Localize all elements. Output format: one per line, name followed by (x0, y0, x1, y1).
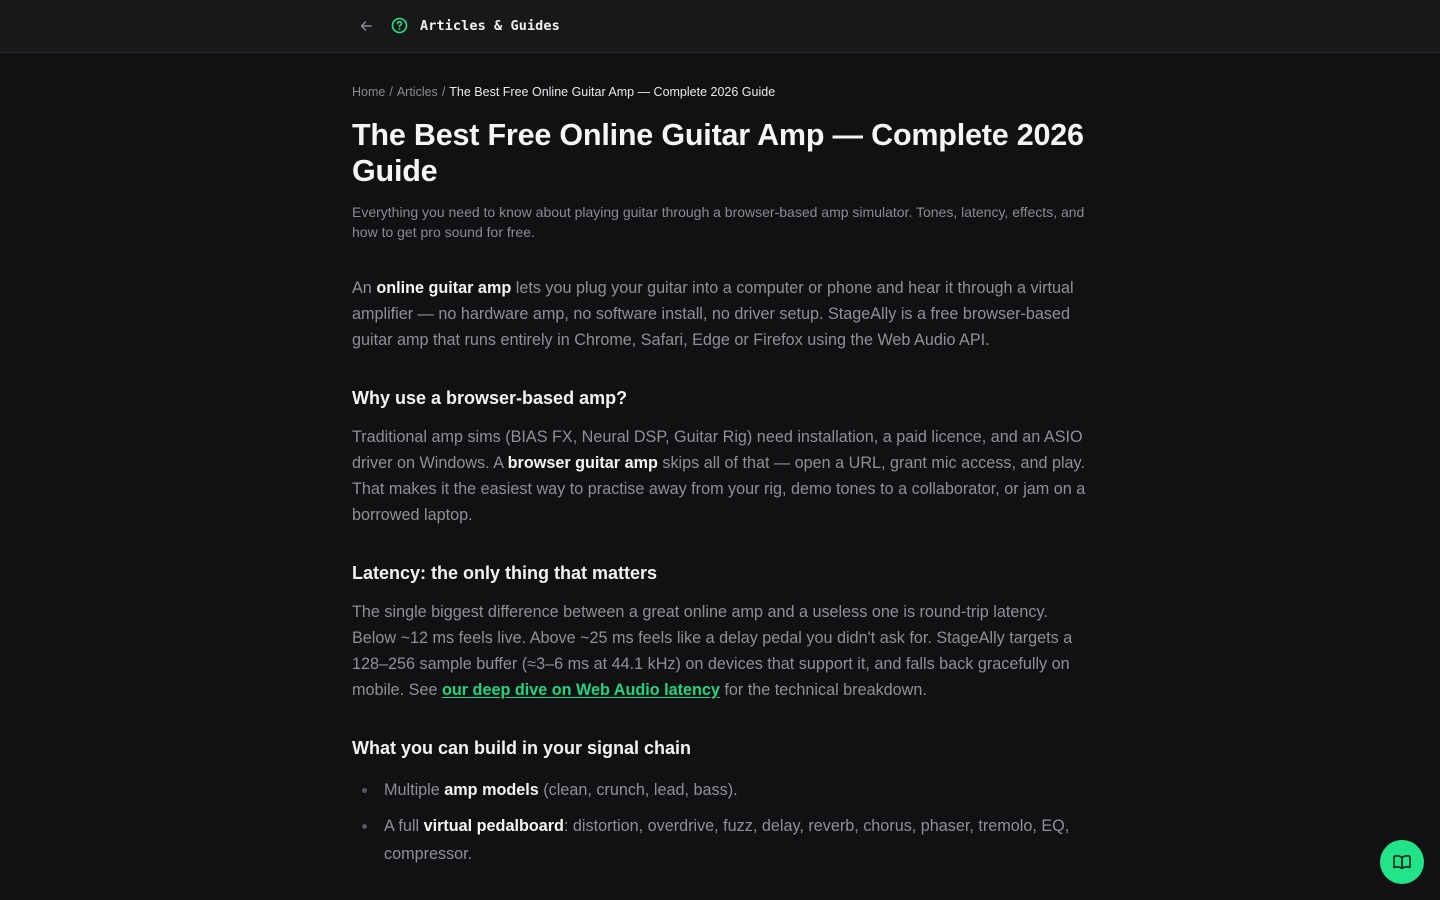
bullet-dot (362, 788, 367, 793)
browser-amp-paragraph (352, 424, 1092, 528)
list-item-text: Multiple (384, 781, 445, 799)
breadcrumb-separator: / (389, 85, 393, 99)
list-item-keyword: virtual pedalboard (423, 817, 564, 835)
section-heading-latency: Latency: the only thing that matters (352, 563, 658, 583)
open-book-icon (1392, 852, 1412, 872)
list-item-text: (clean, crunch, lead, bass). (538, 781, 738, 799)
intro-keyword: online guitar amp (376, 279, 512, 297)
list-item (352, 812, 1092, 868)
article-content (352, 84, 1092, 876)
intro-paragraph (352, 275, 1092, 353)
breadcrumb-articles-link[interactable]: Articles (396, 85, 438, 99)
top-bar (0, 0, 1440, 53)
bullet-dot (362, 824, 367, 829)
latency-paragraph (352, 599, 1092, 703)
arrow-left-icon (359, 19, 373, 33)
article-title: The Best Free Online Guitar Amp — Complete 2026 Guide (352, 118, 1084, 188)
paragraph-text: The single biggest difference between a great online amp and a useless one is round-trip latency. Below ~12 ms feels live. Above ~25 ms feels like a delay pedal you didn't ask for. StageAlly targets a 128–256 sample buffer (≈3–6 ms at 44.1 kHz) on devices that support it, and falls back gracefully on mobile. See (352, 603, 1073, 699)
question-circle-icon (391, 17, 408, 34)
list-item-text: : distortion, overdrive, fuzz, delay, reverb, chorus, phaser, tremolo, EQ, compressor. (384, 817, 1070, 863)
section-heading-signal-chain: What you can build in your signal chain (352, 738, 692, 758)
paragraph-text: skips all of that — open a URL, grant mic access, and play. That makes it the easiest way to practise away from your rig, demo tones to a collaborator, or jam on a borrowed laptop. (352, 454, 1086, 524)
back-button[interactable] (353, 13, 379, 39)
paragraph-text: for the technical breakdown. (719, 681, 927, 699)
list-item-keyword: amp models (444, 781, 539, 799)
section-heading-browser-amp: Why use a browser-based amp? (352, 388, 628, 408)
paragraph-text: Traditional amp sims (BIAS FX, Neural DSP, Guitar Rig) need installation, a paid licence, and an ASIO driver on Windows. A (352, 428, 1083, 472)
breadcrumb (352, 84, 1092, 100)
web-audio-latency-link[interactable]: our deep dive on Web Audio latency (441, 681, 720, 699)
list-item (352, 776, 1092, 804)
page-section-title: Articles & Guides (420, 18, 560, 34)
paragraph-keyword: browser guitar amp (507, 454, 658, 472)
intro-text: An (352, 279, 377, 297)
list-item-text: A full (384, 817, 424, 835)
breadcrumb-home-link[interactable]: Home (352, 85, 386, 99)
breadcrumb-current: The Best Free Online Guitar Amp — Complete 2026 Guide (449, 85, 776, 99)
article-subtitle: Everything you need to know about playing guitar through a browser-based amp simulator. Tones, latency, effects, and how to get pro sound for free. (352, 204, 1085, 240)
guides-fab-button[interactable] (1380, 840, 1424, 884)
breadcrumb-separator: / (441, 85, 446, 99)
intro-text: lets you plug your guitar into a computer or phone and hear it through a virtual amplifier — no hardware amp, no software install, no driver setup. StageAlly is a free browser-based guitar amp that runs entirely in Chrome, Safari, Edge or Firefox using the Web Audio API. (352, 279, 1074, 349)
signal-chain-list (352, 776, 1092, 868)
